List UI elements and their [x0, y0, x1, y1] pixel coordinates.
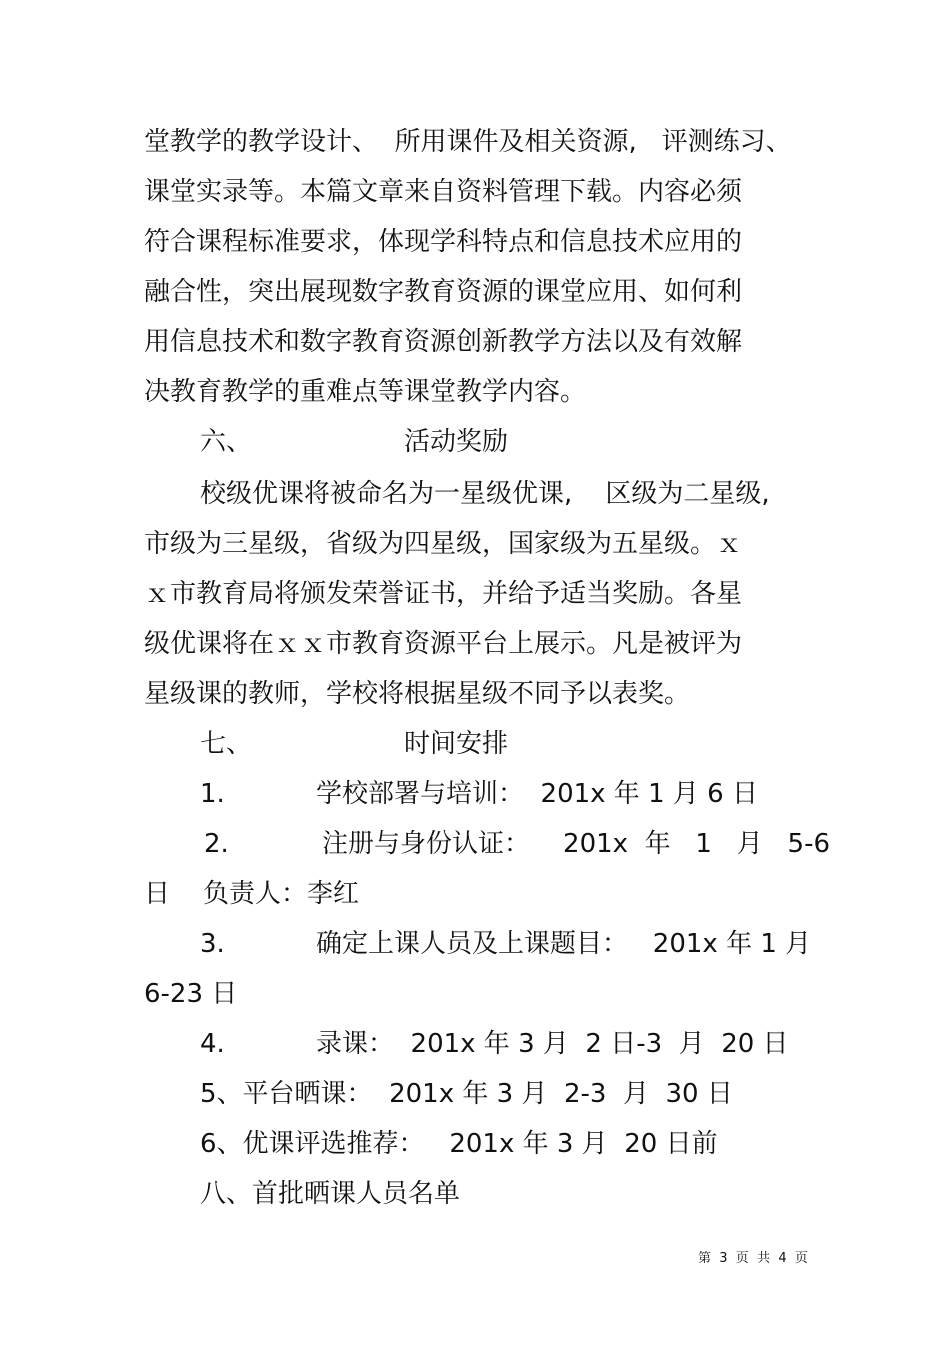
- paragraph-line: 市级为三星级，省级为四星级，国家级为五星级。ｘ: [144, 529, 743, 559]
- schedule-item: 6、优课评选推荐： 201x 年 3 月 20 日前: [200, 1129, 718, 1159]
- paragraph-line: 融合性，突出展现数字教育资源的课堂应用、如何利: [144, 277, 743, 307]
- page-number-footer: 第 3 页 共 4 页: [698, 1251, 808, 1266]
- schedule-item-number: 1.: [200, 779, 225, 809]
- schedule-item: 注册与身份认证： 201x 年 1 月 5-6: [322, 829, 830, 859]
- section-number: 六、: [200, 427, 253, 457]
- schedule-item: 5、平台晒课： 201x 年 3 月 2-3 月 30 日: [200, 1079, 733, 1109]
- paragraph-line: 课堂实录等。本篇文章来自资料管理下载。内容必须: [144, 177, 743, 207]
- schedule-item: 确定上课人员及上课题目： 201x 年 1 月: [316, 929, 812, 959]
- schedule-item: 录课： 201x 年 3 月 2 日-3 月 20 日: [316, 1029, 789, 1059]
- paragraph-line: 级优课将在ｘｘ市教育资源平台上展示。凡是被评为: [144, 629, 743, 659]
- section-number: 七、: [200, 729, 253, 759]
- schedule-item-continuation: 日 负责人：李红: [144, 879, 360, 909]
- section-heading: 时间安排: [404, 729, 509, 759]
- section-heading: 八、首批晒课人员名单: [200, 1179, 461, 1209]
- paragraph-line: 决教育教学的重难点等课堂教学内容。: [144, 377, 587, 407]
- paragraph-line: 星级课的教师，学校将根据星级不同予以表奖。: [144, 679, 691, 709]
- schedule-item: 学校部署与培训： 201x 年 1 月 6 日: [316, 779, 758, 809]
- paragraph-line: 用信息技术和数字教育资源创新教学方法以及有效解: [144, 327, 743, 357]
- paragraph-line: ｘ市教育局将颁发荣誉证书，并给予适当奖励。各星: [144, 579, 743, 609]
- paragraph-line: 校级优课将被命名为一星级优课, 区级为二星级,: [200, 479, 770, 509]
- paragraph-line: 堂教学的教学设计、 所用课件及相关资源, 评测练习、: [144, 127, 792, 157]
- schedule-item-number: 3.: [200, 929, 225, 959]
- schedule-item-number: 2.: [204, 829, 229, 859]
- section-heading: 活动奖励: [404, 427, 509, 457]
- schedule-item-continuation: 6-23 日: [144, 979, 238, 1009]
- schedule-item-number: 4.: [200, 1029, 225, 1059]
- paragraph-line: 符合课程标准要求，体现学科特点和信息技术应用的: [144, 227, 743, 257]
